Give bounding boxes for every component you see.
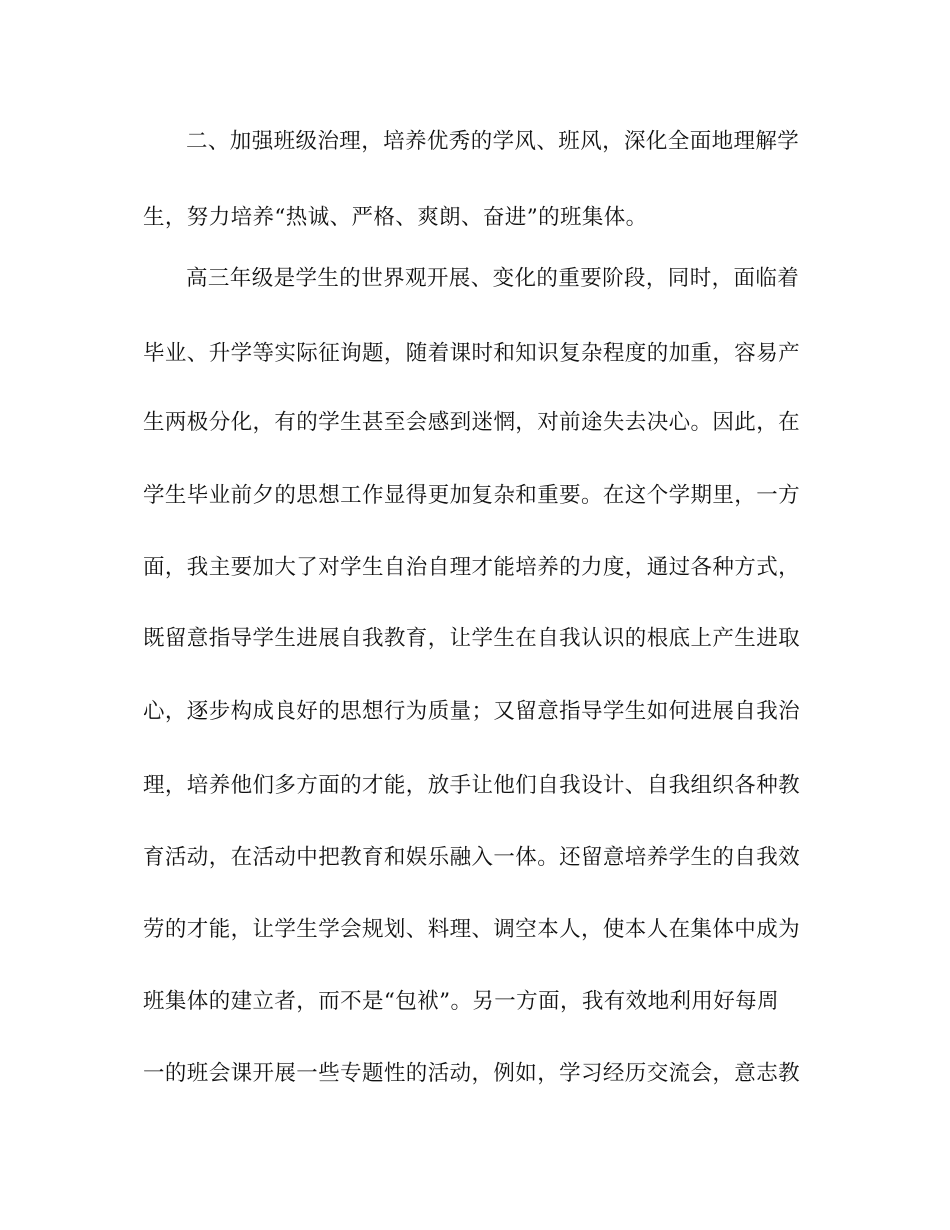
text-line-10: 理，培养他们多方面的才能，放手让他们自我设计、自我组织各种教 [143, 773, 801, 798]
text-line-13: 班集体的建立者，而不是“包袱”。另一方面，我有效地利用好每周 [143, 989, 779, 1014]
text-line-9: 心，逐步构成良好的思想行为质量；又留意指导学生如何进展自我治 [143, 699, 801, 724]
text-line-5: 生两极分化，有的学生甚至会感到迷惘，对前途失去决心。因此，在 [143, 410, 801, 435]
text-line-6: 学生毕业前夕的思想工作显得更加复杂和重要。在这个学期里，一方 [143, 483, 801, 508]
text-line-3: 高三年级是学生的世界观开展、变化的重要阶段，同时，面临着 [186, 266, 800, 291]
text-line-8: 既留意指导学生进展自我教育，让学生在自我认识的根底上产生进取 [143, 626, 801, 651]
text-line-4: 毕业、升学等实际征询题，随着课时和知识复杂程度的加重，容易产 [143, 341, 801, 366]
text-line-1: 二、加强班级治理，培养优秀的学风、班风，深化全面地理解学 [186, 129, 800, 154]
text-line-14: 一的班会课开展一些专题性的活动，例如，学习经历交流会，意志教 [143, 1061, 801, 1086]
text-line-2: 生，努力培养“热诚、严格、爽朗、奋进”的班集体。 [143, 205, 648, 230]
text-line-7: 面，我主要加大了对学生自治自理才能培养的力度，通过各种方式， [143, 555, 801, 580]
text-line-11: 育活动，在活动中把教育和娱乐融入一体。还留意培养学生的自我效 [143, 845, 801, 870]
text-line-12: 劳的才能，让学生学会规划、料理、调空本人，使本人在集体中成为 [143, 917, 801, 942]
